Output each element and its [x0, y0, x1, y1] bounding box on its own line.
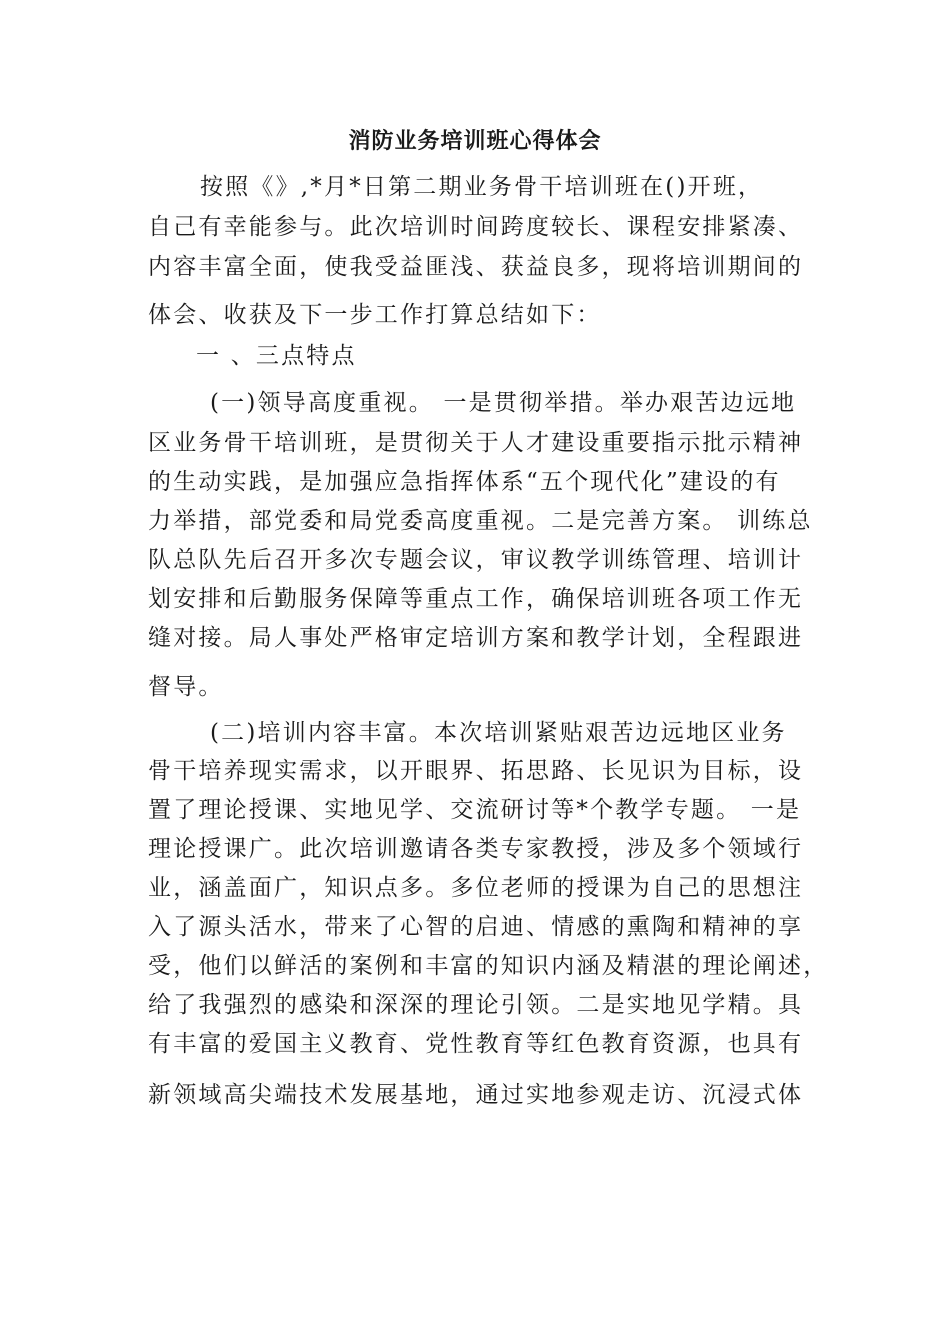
paragraph-line: 体会、收获及下一步工作打算总结如下： [148, 302, 602, 328]
paragraph-line: 有丰富的爱国主义教育、党性教育等红色教育资源，也具有 [148, 1031, 804, 1057]
paragraph-line: 的生动实践，是加强应急指挥体系“五个现代化”建设的有 [148, 469, 781, 495]
paragraph-line: 队总队先后召开多次专题会议，审议教学训练管理、培训计 [148, 547, 804, 573]
paragraph-line: 区业务骨干培训班，是贯彻关于人才建设重要指示批示精神 [148, 430, 804, 456]
paragraph-line: 划安排和后勤服务保障等重点工作，确保培训班各项工作无 [148, 586, 804, 612]
paragraph-line: 自己有幸能参与。此次培训时间跨度较长、课程安排紧凑、 [148, 214, 804, 240]
paragraph-line: 督导。 [148, 674, 224, 700]
paragraph-line: 骨干培养现实需求，以开眼界、拓思路、长见识为目标，设 [148, 758, 804, 784]
document-title: 消防业务培训班心得体会 [348, 128, 602, 154]
paragraph-line: 力举措，部党委和局党委高度重视。二是完善方案。 训练总 [148, 508, 813, 534]
paragraph-line: 内容丰富全面，使我受益匪浅、获益良多，现将培训期间的 [148, 254, 804, 280]
paragraph-line: 入了源头活水，带来了心智的启迪、情感的熏陶和精神的享 [148, 914, 804, 940]
paragraph-line: (二)培训内容丰富。本次培训紧贴艰苦边远地区业务 [210, 720, 787, 746]
paragraph-line: 置了理论授课、实地见学、交流研讨等*个教学专题。 一是 [148, 797, 802, 823]
paragraph-line: 给了我强烈的感染和深深的理论引领。二是实地见学精。具 [148, 992, 804, 1018]
paragraph-line: 业，涵盖面广，知识点多。多位老师的授课为自己的思想注 [148, 875, 804, 901]
paragraph-line: 受，他们以鲜活的案例和丰富的知识内涵及精湛的理论阐述， [148, 953, 829, 979]
paragraph-line: 理论授课广。此次培训邀请各类专家教授，涉及多个领域行 [148, 836, 804, 862]
section-heading: 一 、三点特点 [196, 343, 357, 369]
paragraph-line: 按照《》,*月*日第二期业务骨干培训班在()开班， [200, 174, 764, 200]
paragraph-line: (一)领导高度重视。 一是贯彻举措。举办艰苦边远地 [210, 390, 797, 416]
paragraph-line: 新领域高尖端技术发展基地，通过实地参观走访、沉浸式体 [148, 1082, 804, 1108]
paragraph-line: 缝对接。局人事处严格审定培训方案和教学计划，全程跟进 [148, 625, 804, 651]
